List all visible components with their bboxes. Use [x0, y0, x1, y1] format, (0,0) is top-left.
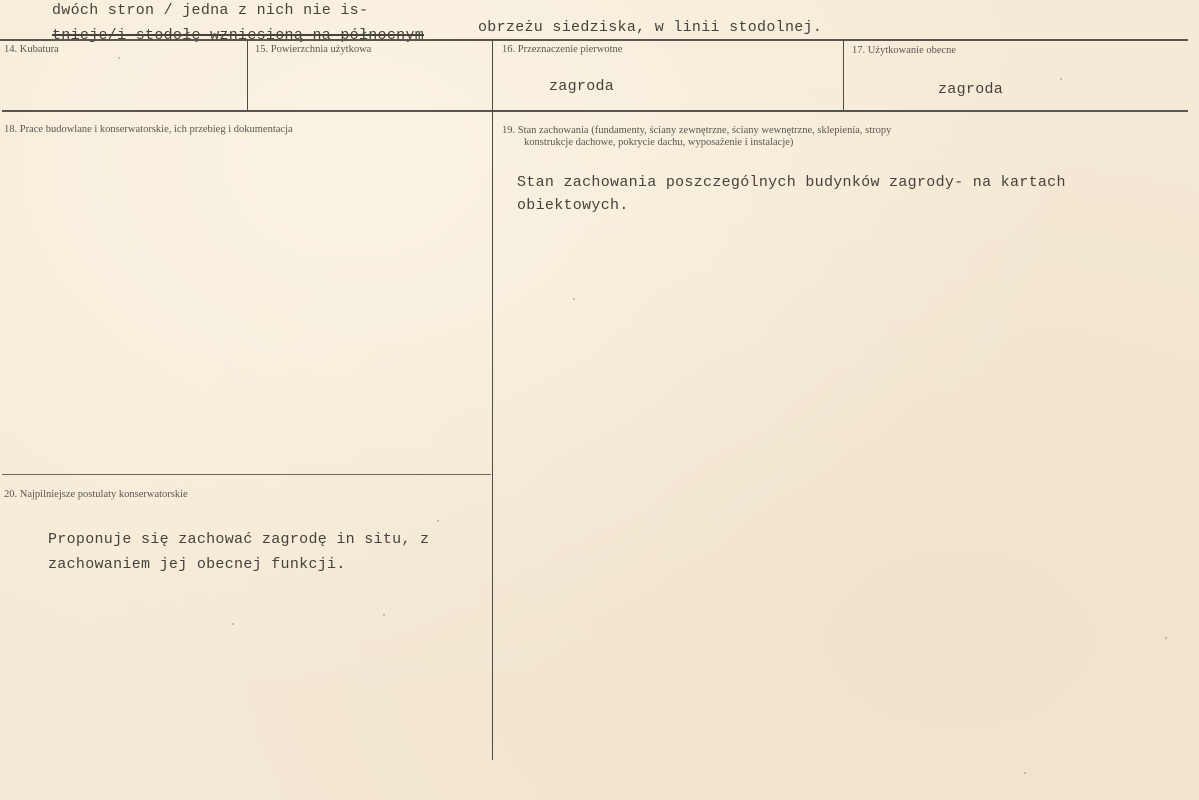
top-text-line-1: dwóch stron / jedna z nich nie is-: [52, 2, 369, 19]
field-15-label: 15. Powierzchnia użytkowa: [255, 44, 372, 55]
field-20-value-line-1: Proponuje się zachować zagrodę in situ, z: [48, 531, 430, 548]
field-19-value-line-2: obiektowych.: [517, 197, 629, 214]
column-divider-3: [843, 40, 844, 110]
top-text-line-2-continuation: obrzeżu siedziska, w linii stodolnej.: [478, 19, 823, 36]
field-20-label: 20. Najpilniejsze postulaty konserwatorskie: [4, 489, 188, 500]
field-20-value-line-2: zachowaniem jej obecnej funkcji.: [48, 556, 346, 573]
field-16-label: 16. Przeznaczenie pierwotne: [502, 44, 623, 55]
field-17-label: 17. Użytkowanie obecne: [852, 45, 957, 56]
paper-speck: [1024, 772, 1026, 774]
column-divider-1: [247, 40, 248, 110]
top-text-line-2: tnieje/i stodołę wzniesioną na północnym: [52, 27, 425, 44]
field-18-label: 18. Prace budowlane i konserwatorskie, ich przebieg i dokumentacja: [4, 124, 293, 135]
row-divider-left-lower: [2, 474, 491, 475]
paper-speck: [118, 57, 120, 59]
paper-speck: [383, 614, 385, 616]
field-19-label-line-2: konstrukcje dachowe, pokrycie dachu, wyposażenie i instalacje): [524, 137, 794, 148]
column-divider-2: [492, 40, 493, 760]
paper-speck: [1165, 637, 1167, 639]
field-17-value: zagroda: [938, 81, 1004, 98]
field-14-label: 14. Kubatura: [4, 44, 59, 55]
paper-speck: [437, 520, 439, 522]
paper-speck: [232, 623, 234, 625]
field-19-value-line-1: Stan zachowania poszczególnych budynków zagrody- na kartach: [517, 174, 1066, 191]
paper-speck: [573, 298, 575, 300]
field-16-value: zagroda: [549, 78, 615, 95]
field-19-label-line-1: 19. Stan zachowania (fundamenty, ściany zewnętrzne, ściany wewnętrzne, sklepienia, stropy: [502, 125, 892, 136]
row-divider-top: [0, 39, 1188, 41]
row-divider-middle: [2, 110, 1188, 112]
paper-speck: [1060, 78, 1062, 80]
